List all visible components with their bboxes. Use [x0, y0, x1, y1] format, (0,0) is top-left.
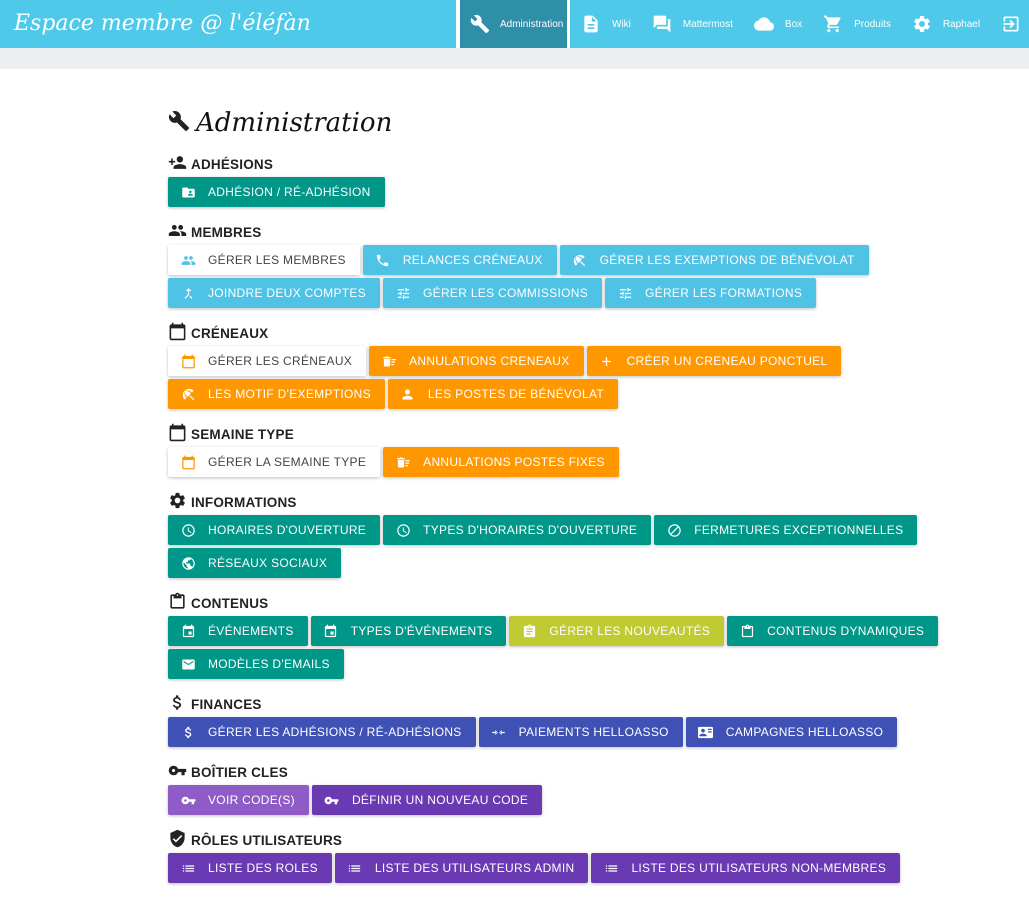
- manage-trainings-button[interactable]: [605, 278, 816, 308]
- button-label: CAMPAGNES HELLOASSO: [725, 725, 884, 739]
- manage-week-template-button[interactable]: [168, 447, 380, 477]
- section-title: INFORMATIONS: [191, 495, 297, 510]
- manage-memberships-button[interactable]: [168, 717, 476, 747]
- section-header: [168, 827, 988, 849]
- chat-icon: [651, 13, 673, 35]
- delete-sweep-icon: [395, 454, 411, 470]
- people-icon: [180, 252, 196, 268]
- plus-icon: [599, 353, 615, 369]
- section-title: BOÎTIER CLES: [191, 765, 288, 780]
- section-header: [168, 219, 988, 241]
- button-label: LISTE DES UTILISATEURS NON-MEMBRES: [631, 861, 887, 875]
- key-icon: [180, 792, 196, 808]
- section-title: RÔLES UTILISATEURS: [191, 833, 343, 848]
- button-label: ADHÉSION / RÉ-ADHÉSION: [208, 185, 371, 199]
- nav-wiki[interactable]: [570, 0, 641, 48]
- email-icon: [180, 656, 196, 672]
- button-label: GÉRER LA SEMAINE TYPE: [208, 455, 367, 469]
- exceptional-closures-button[interactable]: [654, 515, 917, 545]
- button-label: GÉRER LES NOUVEAUTÉS: [549, 624, 711, 638]
- nav-mattermost[interactable]: [641, 0, 743, 48]
- social-networks-button[interactable]: [168, 548, 341, 578]
- volunteer-positions-button[interactable]: [388, 379, 618, 409]
- section-creneaux: [168, 320, 988, 409]
- exemption-reasons-button[interactable]: [168, 379, 385, 409]
- button-label: PAIEMENTS HELLOASSO: [518, 725, 669, 739]
- section-header: [168, 421, 988, 443]
- brand-title[interactable]: Espace membre @ l'éléfàn: [14, 11, 311, 36]
- calendar-icon: [168, 423, 188, 443]
- merge-accounts-button[interactable]: [168, 278, 380, 308]
- manage-exemptions-button[interactable]: [560, 245, 869, 275]
- fixed-position-cancellations-button[interactable]: [383, 447, 619, 477]
- event-types-button[interactable]: [311, 616, 507, 646]
- roles-list-button[interactable]: [168, 853, 332, 883]
- section-title: ADHÉSIONS: [191, 157, 274, 172]
- button-label: GÉRER LES MEMBRES: [208, 253, 346, 267]
- nav-box[interactable]: [743, 0, 812, 48]
- clipboard-icon: [739, 623, 755, 639]
- section-title: CRÉNEAUX: [191, 326, 269, 341]
- opening-hours-button[interactable]: [168, 515, 380, 545]
- calendar-icon: [180, 353, 196, 369]
- button-label: ÉVÉNEMENTS: [208, 624, 294, 638]
- list-icon: [347, 860, 363, 876]
- button-label: RÉSEAUX SOCIAUX: [208, 556, 328, 570]
- button-label: HORAIRES D'OUVERTURE: [208, 523, 367, 537]
- section-header: [168, 691, 988, 713]
- email-templates-button[interactable]: [168, 649, 344, 679]
- page-title: [168, 105, 988, 141]
- shift-reminders-button[interactable]: [363, 245, 557, 275]
- top-navbar: [0, 0, 1029, 48]
- button-label: ANNULATIONS CRENEAUX: [409, 354, 570, 368]
- button-label: MODÈLES D'EMAILS: [208, 657, 330, 671]
- button-label: DÉFINIR UN NOUVEAU CODE: [351, 793, 529, 807]
- event-icon: [180, 623, 196, 639]
- wrench-icon: [168, 110, 190, 137]
- contact-card-icon: [698, 724, 714, 740]
- sub-header-bar: [0, 48, 1029, 69]
- nav-logout[interactable]: [990, 0, 1029, 48]
- dynamic-content-button[interactable]: [727, 616, 938, 646]
- admin-users-list-button[interactable]: [335, 853, 589, 883]
- page-title-text: Administration: [196, 108, 393, 138]
- clipboard-icon: [168, 592, 188, 612]
- section-membres: [168, 219, 988, 308]
- key-icon: [168, 761, 188, 781]
- people-icon: [168, 221, 188, 241]
- verified-shield-icon: [168, 829, 188, 849]
- main-nav: [460, 0, 1029, 48]
- event-icon: [323, 623, 339, 639]
- helloasso-payments-button[interactable]: [479, 717, 683, 747]
- beach-umbrella-icon: [572, 252, 588, 268]
- nav-label: Produits: [854, 18, 891, 30]
- button-label: CONTENUS DYNAMIQUES: [767, 624, 925, 638]
- section-informations: [168, 489, 988, 578]
- section-header: [168, 320, 988, 342]
- nav-label: Wiki: [612, 18, 631, 30]
- manage-shifts-button[interactable]: [168, 346, 366, 376]
- section-finances: [168, 691, 988, 747]
- list-icon: [180, 860, 196, 876]
- button-label: FERMETURES EXCEPTIONNELLES: [694, 523, 904, 537]
- button-label: LISTE DES UTILISATEURS ADMIN: [374, 861, 575, 875]
- helloasso-campaigns-button[interactable]: [686, 717, 898, 747]
- wrench-icon: [470, 13, 490, 35]
- person-add-icon: [168, 153, 188, 173]
- button-label: GÉRER LES ADHÉSIONS / RÉ-ADHÉSIONS: [208, 725, 462, 739]
- calendar-icon: [180, 454, 196, 470]
- merge-icon: [180, 285, 196, 301]
- section-boitier-cles: [168, 759, 988, 815]
- manage-members-button[interactable]: [168, 245, 360, 275]
- button-label: TYPES D'HORAIRES D'OUVERTURE: [423, 523, 638, 537]
- assignment-icon: [521, 623, 537, 639]
- section-contenus: [168, 590, 988, 679]
- button-label: VOIR CODE(S): [208, 793, 295, 807]
- section-title: CONTENUS: [191, 596, 269, 611]
- section-title: SEMAINE TYPE: [191, 427, 294, 442]
- events-button[interactable]: [168, 616, 308, 646]
- button-label: GÉRER LES FORMATIONS: [645, 286, 803, 300]
- button-label: JOINDRE DEUX COMPTES: [208, 286, 367, 300]
- adhesion-button[interactable]: [168, 177, 385, 207]
- button-label: CRÉER UN CRENEAU PONCTUEL: [626, 354, 828, 368]
- button-label: RELANCES CRÉNEAUX: [402, 253, 543, 267]
- key-icon: [324, 792, 340, 808]
- tune-icon: [617, 285, 633, 301]
- code-arrows-icon: [491, 724, 507, 740]
- button-label: GÉRER LES CRÉNEAUX: [208, 354, 353, 368]
- nav-administration[interactable]: [460, 0, 567, 48]
- section-header: [168, 590, 988, 612]
- document-icon: [580, 13, 602, 35]
- manage-commissions-button[interactable]: [383, 278, 602, 308]
- section-title: FINANCES: [191, 697, 262, 712]
- opening-hours-types-button[interactable]: [383, 515, 651, 545]
- dollar-icon: [180, 724, 196, 740]
- non-member-users-list-button[interactable]: [591, 853, 900, 883]
- globe-icon: [180, 555, 196, 571]
- button-label: LISTE DES ROLES: [208, 861, 318, 875]
- create-single-shift-button[interactable]: [587, 346, 842, 376]
- tune-icon: [395, 285, 411, 301]
- button-label: GÉRER LES COMMISSIONS: [423, 286, 589, 300]
- button-label: LES MOTIF D'EXEMPTIONS: [208, 387, 371, 401]
- nav-label: Mattermost: [682, 18, 733, 30]
- cart-icon: [822, 13, 844, 35]
- nav-label: Raphael: [942, 18, 981, 30]
- clock-icon: [395, 522, 411, 538]
- beach-umbrella-icon: [180, 386, 196, 402]
- button-label: ANNULATIONS POSTES FIXES: [423, 455, 605, 469]
- nav-user-raphael[interactable]: [901, 0, 990, 48]
- calendar-icon: [168, 322, 188, 342]
- manage-news-button[interactable]: [509, 616, 724, 646]
- logout-icon: [1000, 13, 1022, 35]
- section-header: [168, 151, 988, 173]
- section-title: MEMBRES: [191, 225, 262, 240]
- nav-produits[interactable]: [812, 0, 901, 48]
- gear-icon: [168, 491, 188, 511]
- cloud-icon: [753, 13, 775, 35]
- nav-label: Box: [784, 18, 803, 30]
- gear-icon: [911, 13, 933, 35]
- clock-icon: [180, 522, 196, 538]
- phone-icon: [375, 252, 391, 268]
- define-new-code-button[interactable]: [312, 785, 542, 815]
- section-header: [168, 759, 988, 781]
- nav-label: Administration: [500, 18, 564, 30]
- delete-sweep-icon: [381, 353, 397, 369]
- section-adhesions: [168, 151, 988, 207]
- block-icon: [666, 522, 682, 538]
- list-icon: [603, 860, 619, 876]
- view-codes-button[interactable]: [168, 785, 309, 815]
- dollar-icon: [168, 693, 188, 713]
- section-roles: [168, 827, 988, 883]
- section-semaine-type: [168, 421, 988, 477]
- folder-shared-icon: [180, 184, 196, 200]
- button-label: GÉRER LES EXEMPTIONS DE BÉNÉVOLAT: [599, 253, 855, 267]
- shift-cancellations-button[interactable]: [369, 346, 583, 376]
- person-icon: [400, 386, 416, 402]
- button-label: LES POSTES DE BÉNÉVOLAT: [427, 387, 604, 401]
- section-header: [168, 489, 988, 511]
- button-label: TYPES D'ÉVÉNEMENTS: [350, 624, 493, 638]
- admin-panel: [168, 105, 988, 895]
